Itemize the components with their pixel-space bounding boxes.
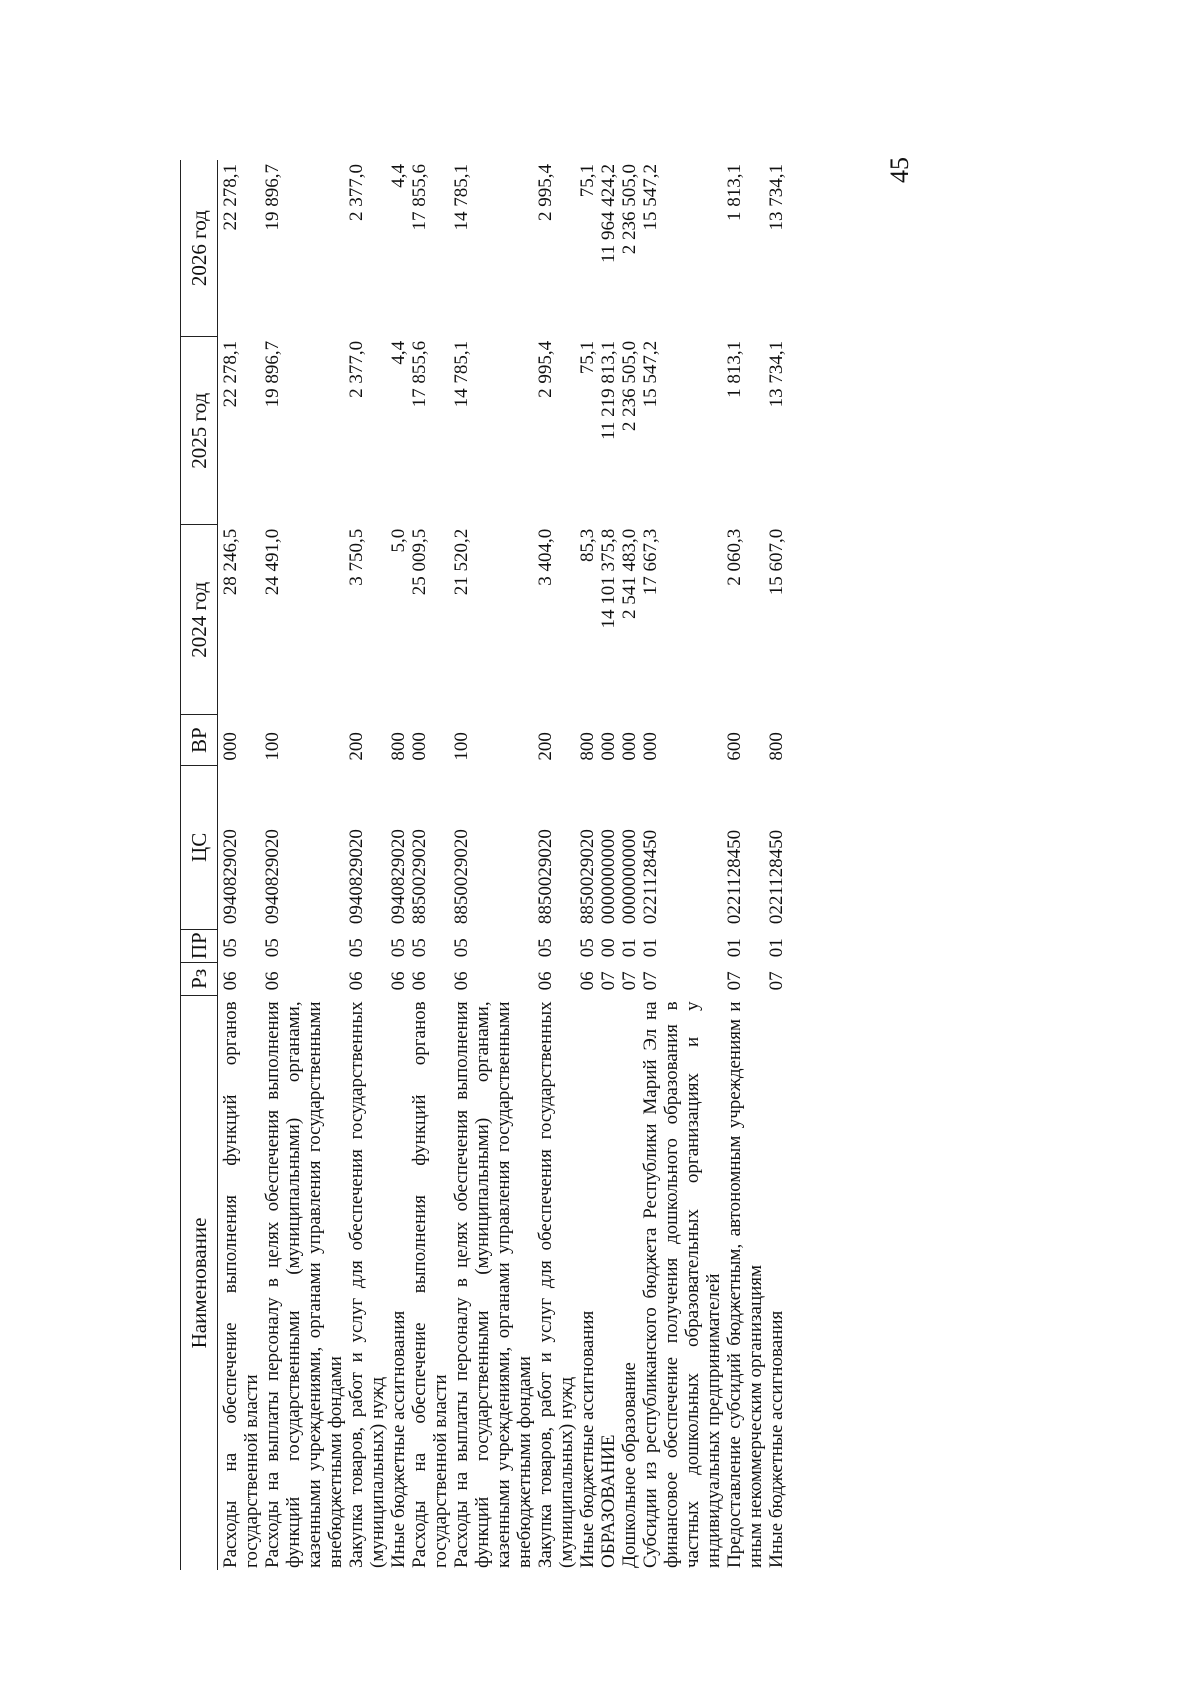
table-row: [724, 160, 766, 1570]
cell-2025: 13 734,1: [766, 340, 787, 408]
cell-cs: 0221128450: [766, 829, 787, 925]
header-name: Наименование: [181, 995, 218, 1570]
cell-2025: 1 813,1: [724, 340, 745, 398]
cell-name: Иные бюджетные ассигнования: [388, 1310, 409, 1568]
header-pr: ПР: [181, 929, 218, 962]
cell-rz: 07: [640, 971, 661, 991]
table-row: [409, 160, 451, 1570]
cell-cs: 8850029020: [535, 829, 556, 925]
cell-vr: 000: [220, 732, 241, 761]
cell-2026: 15 547,2: [640, 164, 661, 231]
cell-2024: 14 101 375,8: [598, 528, 619, 629]
cell-2024: 25 009,5: [409, 528, 430, 596]
cell-2026: 1 813,1: [724, 164, 745, 221]
cell-cs: 0940829020: [346, 829, 367, 925]
cell-2025: 11 219 813,1: [598, 340, 619, 440]
cell-cs: 0221128450: [640, 829, 661, 925]
cell-2026: 2 377,0: [346, 164, 367, 221]
cell-cs: 0000000000: [619, 829, 640, 925]
cell-cs: 8850029020: [409, 829, 430, 925]
table-row: [766, 160, 787, 1570]
cell-pr: 05: [346, 938, 367, 958]
cell-pr: 01: [766, 938, 787, 958]
cell-2024: 5,0: [388, 528, 409, 553]
table-row: [451, 160, 535, 1570]
table-body: [218, 160, 788, 1570]
header-row: [181, 160, 218, 1570]
header-vr: ВР: [181, 715, 218, 766]
table-row: [388, 160, 409, 1570]
cell-pr: 05: [388, 938, 409, 958]
cell-name: Субсидии из республиканского бюджета Республики Марий Эл на финансовое обеспечение получения дошкольного образования в частных дошкольных образовательных организациях и у индивидуальных предпринимателей: [640, 1001, 724, 1568]
cell-name: Расходы на выплаты персоналу в целях обеспечения выполнения функций государственными (муниципальными) органами, казенными учреждениями, органами управления государственными внебюджетными фондами: [451, 1001, 535, 1568]
rotated-document: [180, 160, 920, 1570]
cell-2026: 22 278,1: [220, 164, 241, 231]
page-number: 45: [885, 157, 914, 183]
cell-cs: 0940829020: [388, 829, 409, 925]
cell-name: Расходы на обеспечение выполнения функций органов государственной власти: [409, 1001, 451, 1568]
cell-2026: 2 995,4: [535, 164, 556, 221]
cell-name: Предоставление субсидий бюджетным, автономным учреждениям и иным некоммерческим организациям: [724, 1001, 766, 1568]
budget-table: [180, 160, 787, 1570]
cell-2024: 24 491,0: [262, 528, 283, 596]
cell-vr: 200: [346, 732, 367, 761]
cell-vr: 000: [619, 732, 640, 761]
table-row: [619, 160, 640, 1570]
table-row: [535, 160, 577, 1570]
cell-pr: 01: [640, 938, 661, 958]
cell-vr: 100: [262, 732, 283, 761]
cell-vr: 800: [388, 732, 409, 761]
cell-name: Расходы на выплаты персоналу в целях обеспечения выполнения функций государственными (муниципальными) органами, казенными учреждениями, органами управления государственными внебюджетными фондами: [262, 1001, 346, 1568]
cell-2025: 17 855,6: [409, 340, 430, 408]
cell-2025: 2 995,4: [535, 340, 556, 398]
cell-name: ОБРАЗОВАНИЕ: [598, 1434, 619, 1568]
cell-vr: 000: [598, 732, 619, 761]
cell-vr: 200: [535, 732, 556, 761]
cell-name: Расходы на обеспечение выполнения функций органов государственной власти: [220, 1001, 262, 1568]
cell-2026: 17 855,6: [409, 164, 430, 231]
cell-pr: 05: [451, 938, 472, 958]
cell-name: Иные бюджетные ассигнования: [766, 1310, 787, 1568]
cell-name: Иные бюджетные ассигнования: [577, 1310, 598, 1568]
header-rz: Рз: [181, 962, 218, 995]
header-cs: ЦС: [181, 766, 218, 930]
cell-2024: 2 060,3: [724, 528, 745, 586]
cell-2025: 19 896,7: [262, 340, 283, 408]
cell-pr: 05: [262, 938, 283, 958]
cell-cs: 8850029020: [451, 829, 472, 925]
cell-name: Закупка товаров, работ и услуг для обеспечения государственных (муниципальных) нужд: [535, 1001, 577, 1568]
table-row: [262, 160, 346, 1570]
cell-pr: 05: [220, 938, 241, 958]
cell-2026: 14 785,1: [451, 164, 472, 231]
cell-2024: 3 404,0: [535, 528, 556, 586]
cell-2024: 21 520,2: [451, 528, 472, 596]
cell-rz: 07: [724, 971, 745, 991]
header-2024: 2024 год: [181, 525, 218, 715]
cell-vr: 000: [640, 732, 661, 761]
cell-2025: 15 547,2: [640, 340, 661, 408]
cell-2026: 13 734,1: [766, 164, 787, 231]
cell-vr: 000: [409, 732, 430, 761]
cell-name: Дошкольное образование: [619, 1362, 640, 1568]
cell-rz: 06: [409, 971, 430, 991]
cell-vr: 100: [451, 732, 472, 761]
cell-name: Закупка товаров, работ и услуг для обеспечения государственных (муниципальных) нужд: [346, 1001, 388, 1568]
cell-2026: 19 896,7: [262, 164, 283, 231]
cell-2025: 2 236 505,0: [619, 340, 640, 432]
cell-cs: 8850029020: [577, 829, 598, 925]
table-row: [598, 160, 619, 1570]
cell-2024: 85,3: [577, 528, 598, 562]
cell-2025: 75,1: [577, 340, 598, 375]
cell-2024: 2 541 483,0: [619, 528, 640, 619]
cell-rz: 06: [451, 971, 472, 991]
table-row: [218, 160, 263, 1570]
cell-rz: 07: [619, 971, 640, 991]
cell-vr: 600: [724, 732, 745, 761]
cell-rz: 07: [598, 971, 619, 991]
cell-rz: 06: [346, 971, 367, 991]
header-2025: 2025 год: [181, 337, 218, 525]
cell-pr: 05: [409, 938, 430, 958]
cell-2025: 2 377,0: [346, 340, 367, 398]
cell-pr: 05: [577, 938, 598, 958]
cell-pr: 00: [598, 938, 619, 958]
cell-rz: 06: [388, 971, 409, 991]
cell-2025: 14 785,1: [451, 340, 472, 408]
cell-2024: 17 667,3: [640, 528, 661, 596]
cell-rz: 07: [766, 971, 787, 991]
cell-2024: 28 246,5: [220, 528, 241, 596]
cell-cs: 0940829020: [262, 829, 283, 925]
cell-2024: 15 607,0: [766, 528, 787, 596]
cell-2026: 2 236 505,0: [619, 164, 640, 255]
cell-pr: 01: [724, 938, 745, 958]
header-2026: 2026 год: [181, 160, 218, 337]
cell-rz: 06: [220, 971, 241, 991]
cell-vr: 800: [577, 732, 598, 761]
cell-2025: 4,4: [388, 340, 409, 365]
cell-pr: 01: [619, 938, 640, 958]
cell-cs: 0000000000: [598, 829, 619, 925]
cell-pr: 05: [535, 938, 556, 958]
cell-vr: 800: [766, 732, 787, 761]
cell-rz: 06: [535, 971, 556, 991]
cell-cs: 0940829020: [220, 829, 241, 925]
cell-2026: 75,1: [577, 164, 598, 198]
cell-2026: 11 964 424,2: [598, 164, 619, 264]
cell-2025: 22 278,1: [220, 340, 241, 408]
cell-2024: 3 750,5: [346, 528, 367, 586]
table-row: [346, 160, 388, 1570]
cell-2026: 4,4: [388, 164, 409, 188]
table-row: [640, 160, 724, 1570]
cell-rz: 06: [577, 971, 598, 991]
table-row: [577, 160, 598, 1570]
cell-cs: 0221128450: [724, 829, 745, 925]
cell-rz: 06: [262, 971, 283, 991]
